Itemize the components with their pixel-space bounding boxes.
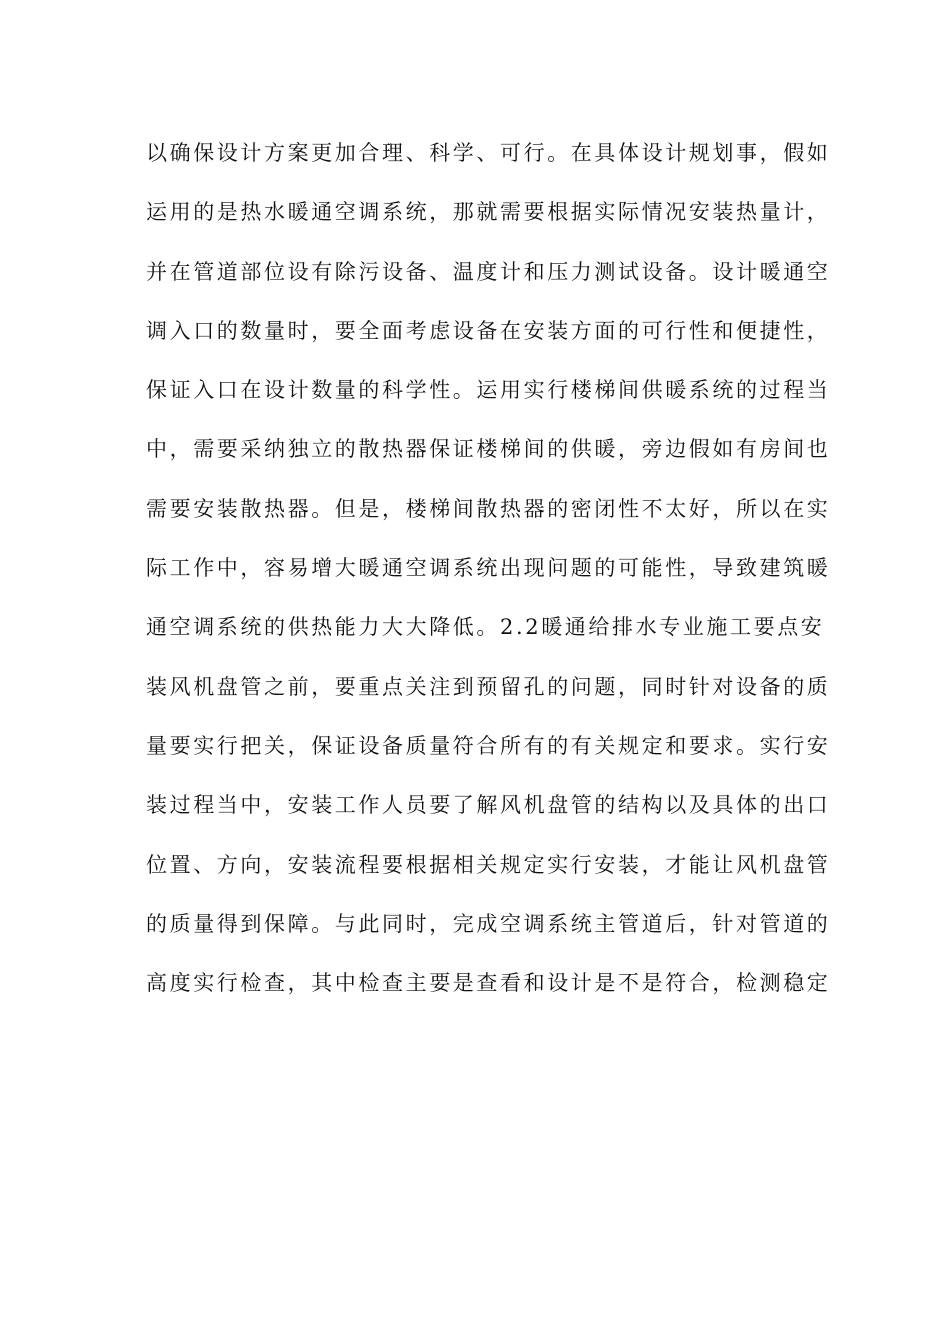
- text-line-14: 的质量得到保障。与此同时，完成空调系统主管道后，针对管道的: [146, 911, 831, 936]
- text-line-9: 通空调系统的供热能力大大降低。2.2暖通给排水专业施工要点安: [146, 615, 825, 640]
- text-line-6: 中，需要采纳独立的散热器保证楼梯间的供暖，旁边假如有房间也: [146, 437, 831, 462]
- text-line-8: 际工作中，容易增大暖通空调系统出现问题的可能性，导致建筑暖: [146, 556, 831, 581]
- text-line-5: 保证入口在设计数量的科学性。运用实行楼梯间供暖系统的过程当: [146, 378, 831, 403]
- text-line-4: 调入口的数量时，要全面考虑设备在安装方面的可行性和便捷性，: [146, 318, 831, 343]
- text-line-3: 并在管道部位设有除污设备、温度计和压力测试设备。设计暖通空: [146, 259, 831, 284]
- body-paragraph: [146, 131, 831, 1020]
- text-line-10: 装风机盘管之前，要重点关注到预留孔的问题，同时针对设备的质: [146, 674, 831, 699]
- text-line-15: 高度实行检查，其中检查主要是查看和设计是不是符合，检测稳定: [146, 971, 831, 996]
- text-line-12: 装过程当中，安装工作人员要了解风机盘管的结构以及具体的出口: [146, 793, 831, 818]
- text-line-7: 需要安装散热器。但是，楼梯间散热器的密闭性不太好，所以在实: [146, 496, 831, 521]
- text-line-1: 以确保设计方案更加合理、科学、可行。在具体设计规划事，假如: [146, 141, 831, 165]
- text-line-2: 运用的是热水暖通空调系统，那就需要根据实际情况安装热量计，: [146, 200, 831, 225]
- text-line-13: 位置、方向，安装流程要根据相关规定实行安装，才能让风机盘管: [146, 852, 831, 877]
- text-line-11: 量要实行把关，保证设备质量符合所有的有关规定和要求。实行安: [146, 733, 831, 758]
